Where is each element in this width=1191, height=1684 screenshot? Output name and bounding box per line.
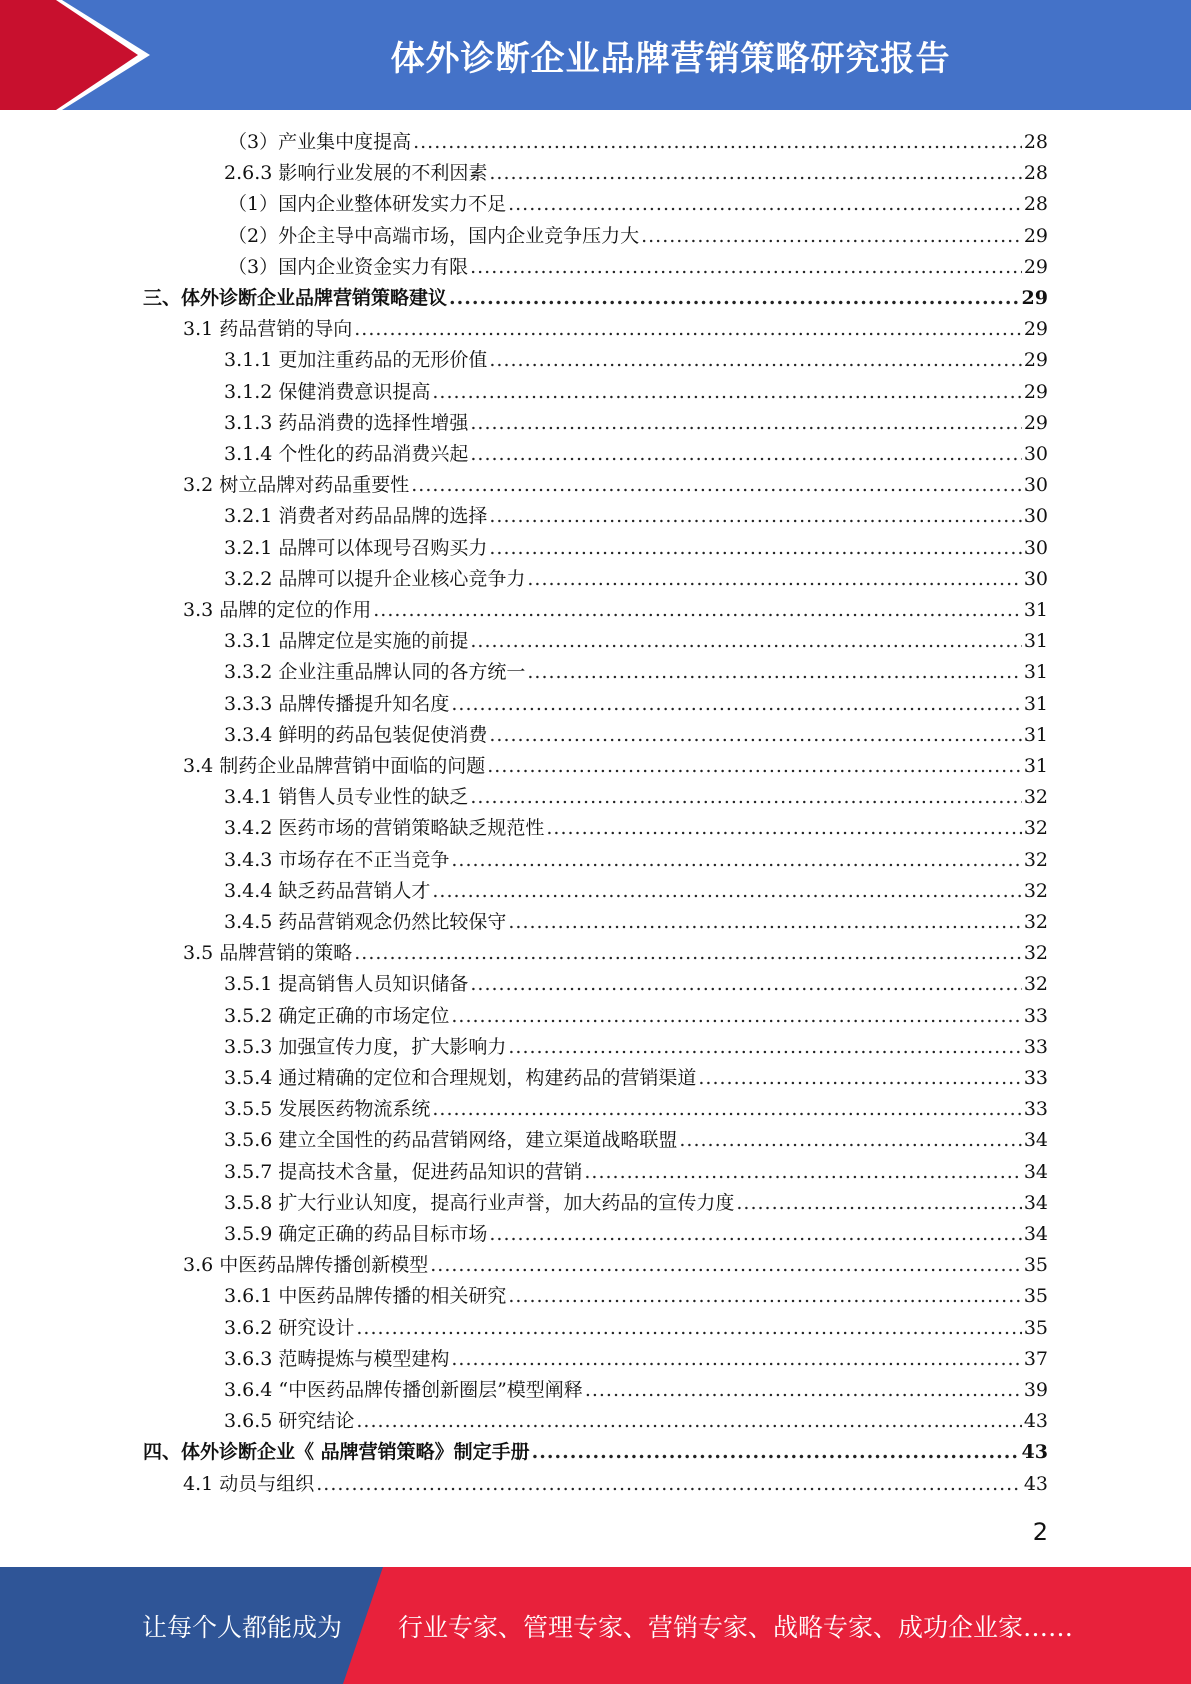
footer-slogan-right: 行业专家、管理专家、营销专家、战略专家、成功企业家…… (398, 1612, 1074, 1642)
toc-entry-label: 3.5.4 通过精确的定位和合理规划，构建药品的营销渠道 (224, 1067, 697, 1089)
toc-entry[interactable] (224, 876, 1048, 907)
toc-entry-label: 3.6 中医药品牌传播创新模型 (183, 1254, 429, 1277)
toc-entry-label: （3）产业集中度提高 (228, 131, 412, 153)
chevron-decoration-icon (0, 0, 160, 110)
toc-entry-page: 31 (1023, 599, 1048, 621)
toc-entry[interactable] (183, 595, 1048, 626)
toc-entry-page: 33 (1023, 1067, 1048, 1089)
toc-dot-leader (373, 595, 1022, 626)
toc-entry[interactable] (224, 1188, 1048, 1219)
toc-entry[interactable] (224, 439, 1048, 470)
toc-entry[interactable] (224, 1125, 1048, 1156)
toc-entry-label: 3.5.7 提高技术含量，促进药品知识的营销 (224, 1160, 583, 1183)
toc-entry-label: 2.6.3 影响行业发展的不利因素 (224, 162, 488, 185)
toc-entry-label: 4.1 动员与组织 (183, 1472, 315, 1495)
toc-dot-leader (508, 907, 1021, 938)
toc-entry[interactable] (183, 1250, 1048, 1281)
toc-entry[interactable] (224, 907, 1048, 938)
toc-entry-label: 3.6.2 研究设计 (224, 1316, 355, 1339)
toc-entry[interactable] (224, 1157, 1048, 1188)
toc-dot-leader (489, 158, 1021, 189)
toc-entry-page: 34 (1023, 1223, 1048, 1245)
toc-dot-leader (489, 501, 1021, 532)
toc-entry-page: 28 (1023, 193, 1048, 216)
toc-entry[interactable] (224, 720, 1048, 751)
toc-entry-page: 30 (1023, 567, 1048, 590)
toc-entry-page: 39 (1023, 1379, 1048, 1401)
toc-entry[interactable] (224, 1001, 1048, 1032)
toc-entry[interactable] (224, 782, 1048, 813)
toc-entry-label: 3.5.5 发展医药物流系统 (224, 1098, 431, 1121)
toc-entry-page: 29 (1023, 318, 1048, 341)
page-number: 2 (1032, 1518, 1048, 1546)
toc-entry-page: 32 (1023, 879, 1048, 902)
toc-dot-leader (354, 314, 1022, 345)
toc-entry-label: 3.2.1 品牌可以体现号召购买力 (224, 536, 488, 559)
toc-dot-leader (584, 1157, 1021, 1188)
toc-entry-label: 3.5.9 确定正确的药品目标市场 (224, 1223, 488, 1245)
toc-entry-label: 3.5.8 扩大行业认知度，提高行业声誉，加大药品的宣传力度 (224, 1191, 735, 1214)
toc-entry[interactable] (224, 1219, 1048, 1250)
toc-dot-leader (527, 657, 1021, 688)
toc-entry-label: 3.4.1 销售人员专业性的缺乏 (224, 786, 469, 809)
toc-entry[interactable] (224, 1032, 1048, 1063)
toc-entry-page: 32 (1023, 786, 1048, 809)
toc-dot-leader (451, 1001, 1021, 1032)
toc-entry-page: 30 (1023, 536, 1048, 559)
toc-dot-leader (430, 1250, 1022, 1281)
toc-dot-leader (411, 470, 1022, 501)
toc-dot-leader (432, 377, 1021, 408)
toc-entry-page: 30 (1023, 474, 1048, 497)
toc-entry-page: 31 (1023, 692, 1048, 715)
toc-dot-leader (679, 1125, 1021, 1156)
toc-entry-label: 3.4.5 药品营销观念仍然比较保守 (224, 911, 507, 933)
toc-dot-leader (489, 720, 1021, 751)
toc-entry-label: 3.6.4 “中医药品牌传播创新圈层”模型阐释 (224, 1379, 583, 1401)
toc-entry[interactable] (224, 377, 1048, 408)
toc-dot-leader (356, 1313, 1021, 1344)
toc-entry-label: 3.5.1 提高销售人员知识储备 (224, 973, 469, 996)
toc-dot-leader (508, 189, 1022, 220)
toc-entry-label: 3.5 品牌营销的策略 (183, 942, 353, 965)
toc-dot-leader (451, 689, 1021, 720)
toc-dot-leader (432, 876, 1021, 907)
toc-entry[interactable] (224, 564, 1048, 595)
toc-dot-leader (489, 345, 1021, 376)
toc-entry-page: 43 (1021, 1441, 1048, 1464)
toc-entry-label: （3）国内企业资金实力有限 (228, 255, 469, 278)
toc-entry-label: 3.6.3 范畴提炼与模型建构 (224, 1347, 450, 1370)
toc-entry-label: 3.2 树立品牌对药品重要性 (183, 474, 410, 497)
toc-entry-label: 3.3.3 品牌传播提升知名度 (224, 692, 450, 715)
toc-entry-page: 31 (1023, 723, 1048, 746)
toc-entry-label: 3.5.3 加强宣传力度，扩大影响力 (224, 1035, 507, 1058)
toc-entry-page: 37 (1023, 1347, 1048, 1370)
toc-entry-page: 32 (1023, 942, 1048, 965)
toc-entry-page: 33 (1023, 1004, 1048, 1027)
toc-entry[interactable] (224, 501, 1048, 532)
toc-entry-label: 3.3.4 鲜明的药品包装促使消费 (224, 723, 488, 746)
toc-dot-leader (316, 1469, 1022, 1500)
toc-entry-label: 3.1.3 药品消费的选择性增强 (224, 411, 469, 434)
toc-entry[interactable] (183, 470, 1048, 501)
toc-entry-label: 3.1.2 保健消费意识提高 (224, 380, 431, 403)
toc-dot-leader (470, 252, 1022, 283)
toc-entry[interactable] (228, 127, 1048, 158)
toc-entry[interactable] (224, 158, 1048, 189)
toc-dot-leader (470, 408, 1021, 439)
toc-entry[interactable] (224, 345, 1048, 376)
toc-entry-page: 29 (1023, 349, 1048, 372)
toc-entry-page: 33 (1023, 1035, 1048, 1058)
toc-entry-page: 35 (1023, 1316, 1048, 1339)
toc-entry-label: 3.5.2 确定正确的市场定位 (224, 1004, 450, 1027)
toc-entry[interactable] (224, 408, 1048, 439)
toc-dot-leader (736, 1188, 1021, 1219)
toc-entry-label: 3.6.1 中医药品牌传播的相关研究 (224, 1285, 507, 1308)
toc-entry-page: 35 (1023, 1254, 1048, 1277)
toc-entry-page: 29 (1023, 224, 1048, 247)
toc-entry-label: 3.1 药品营销的导向 (183, 318, 353, 341)
toc-entry[interactable] (183, 751, 1048, 782)
toc-entry[interactable] (183, 314, 1048, 345)
toc-entry-page: 34 (1023, 1191, 1048, 1214)
toc-entry[interactable] (183, 938, 1048, 969)
toc-entry[interactable] (183, 1469, 1048, 1500)
toc-entry[interactable] (143, 283, 1048, 314)
toc-entry-label: 3.2.2 品牌可以提升企业核心竞争力 (224, 567, 526, 590)
toc-entry-page: 31 (1023, 630, 1048, 653)
toc-entry[interactable] (224, 1344, 1048, 1375)
toc-dot-leader (432, 1094, 1021, 1125)
toc-entry-label: 3.4.4 缺乏药品营销人才 (224, 879, 431, 902)
toc-entry-page: 32 (1023, 973, 1048, 996)
toc-dot-leader (489, 1219, 1021, 1250)
toc-dot-leader (585, 1375, 1022, 1406)
toc-dot-leader (508, 1281, 1021, 1312)
report-title: 体外诊断企业品牌营销策略研究报告 (390, 38, 951, 79)
toc-entry[interactable] (224, 1063, 1048, 1094)
toc-entry-page: 32 (1023, 848, 1048, 871)
toc-entry-page: 31 (1023, 755, 1048, 777)
toc-entry-page: 31 (1023, 661, 1048, 684)
toc-entry-label: （2）外企主导中高端市场，国内企业竞争压力大 (228, 224, 640, 247)
toc-entry-page: 32 (1023, 911, 1048, 933)
toc-dot-leader (487, 751, 1022, 782)
toc-entry[interactable] (228, 189, 1048, 220)
toc-entry-page: 29 (1023, 255, 1048, 278)
toc-entry-label: 3.2.1 消费者对药品品牌的选择 (224, 505, 488, 528)
toc-dot-leader (546, 813, 1021, 844)
toc-entry[interactable] (228, 221, 1048, 252)
toc-entry-label: 3.1.1 更加注重药品的无形价值 (224, 349, 488, 372)
footer-slogan-left: 让每个人都能成为 (142, 1612, 343, 1642)
toc-entry-label: （1）国内企业整体研发实力不足 (228, 193, 507, 216)
toc-dot-leader (354, 938, 1022, 969)
toc-entry-page: 29 (1023, 411, 1048, 434)
toc-dot-leader (451, 1344, 1021, 1375)
toc-entry-page: 34 (1023, 1129, 1048, 1152)
toc-entry[interactable] (224, 845, 1048, 876)
toc-dot-leader (413, 127, 1022, 158)
toc-dot-leader (470, 626, 1021, 657)
toc-entry-label: 三、体外诊断企业品牌营销策略建议 (143, 287, 448, 309)
toc-entry[interactable] (224, 533, 1048, 564)
toc-entry-page: 34 (1023, 1160, 1048, 1183)
toc-entry-page: 43 (1023, 1410, 1048, 1433)
toc-entry-label: 四、体外诊断企业《 品牌营销策略》制定手册 (143, 1441, 530, 1464)
toc-entry-page: 43 (1023, 1472, 1048, 1495)
page-footer (0, 1567, 1191, 1684)
toc-dot-leader (489, 533, 1021, 564)
toc-dot-leader (449, 283, 1020, 314)
toc-dot-leader (527, 564, 1021, 595)
toc-entry-page: 35 (1023, 1285, 1048, 1308)
toc-entry[interactable] (224, 657, 1048, 688)
toc-entry-label: 3.1.4 个性化的药品消费兴起 (224, 443, 469, 465)
toc-entry-label: 3.4.2 医药市场的营销策略缺乏规范性 (224, 817, 545, 840)
toc-dot-leader (470, 439, 1021, 470)
toc-entry[interactable] (224, 969, 1048, 1000)
toc-entry[interactable] (224, 689, 1048, 720)
toc-entry-label: 3.5.6 建立全国性的药品营销网络，建立渠道战略联盟 (224, 1129, 678, 1152)
toc-dot-leader (698, 1063, 1021, 1094)
toc-entry-label: 3.3.2 企业注重品牌认同的各方统一 (224, 661, 526, 684)
toc-entry[interactable] (224, 1375, 1048, 1406)
toc-entry-page: 33 (1023, 1098, 1048, 1121)
toc-dot-leader (451, 845, 1021, 876)
toc-entry-page: 32 (1023, 817, 1048, 840)
toc-dot-leader (470, 782, 1021, 813)
toc-entry-page: 30 (1023, 443, 1048, 465)
toc-dot-leader (532, 1437, 1020, 1468)
toc-entry[interactable] (224, 1281, 1048, 1312)
toc-entry-page: 29 (1021, 287, 1048, 309)
toc-entry[interactable] (143, 1437, 1048, 1468)
toc-entry[interactable] (224, 1094, 1048, 1125)
toc-entry-page: 29 (1023, 380, 1048, 403)
toc-entry[interactable] (224, 813, 1048, 844)
toc-entry[interactable] (224, 1313, 1048, 1344)
toc-entry[interactable] (228, 252, 1048, 283)
toc-entry-label: 3.4.3 市场存在不正当竞争 (224, 848, 450, 871)
toc-dot-leader (356, 1406, 1021, 1437)
toc-entry-label: 3.3 品牌的定位的作用 (183, 599, 372, 621)
toc-entry-page: 28 (1023, 162, 1048, 185)
page-header (0, 0, 1191, 110)
toc-entry-label: 3.3.1 品牌定位是实施的前提 (224, 630, 469, 653)
toc-entry-label: 3.6.5 研究结论 (224, 1410, 355, 1433)
toc-dot-leader (508, 1032, 1021, 1063)
toc-entry-page: 30 (1023, 505, 1048, 528)
toc-entry[interactable] (224, 626, 1048, 657)
toc-entry[interactable] (224, 1406, 1048, 1437)
toc-dot-leader (641, 221, 1022, 252)
toc-dot-leader (470, 969, 1021, 1000)
toc-entry-page: 28 (1023, 131, 1048, 153)
toc-entry-label: 3.4 制药企业品牌营销中面临的问题 (183, 755, 486, 777)
